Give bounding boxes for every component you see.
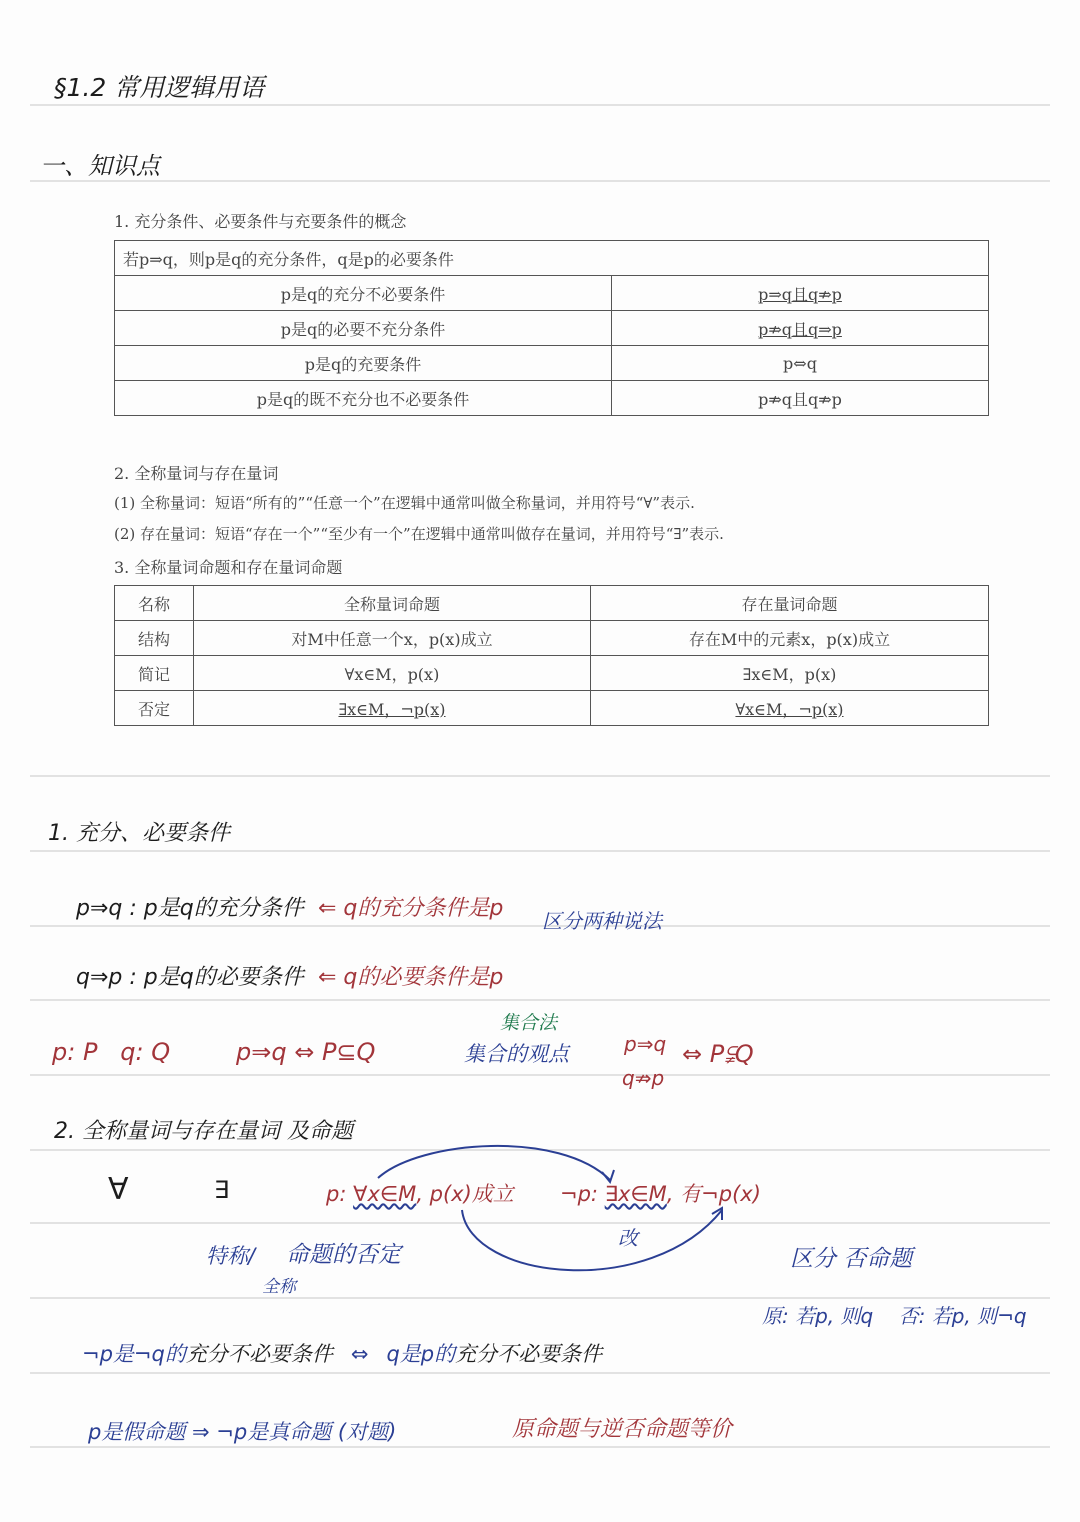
table-cell: p⇔q xyxy=(612,346,989,381)
orig-neg-note: 原: 若p, 则q 否: 若p, 则¬q xyxy=(762,1304,1027,1328)
neg-note-a: 特称/ xyxy=(206,1244,256,1268)
printed-line: (2) 存在量词：短语“存在一个”“至少有一个”在逻辑中通常叫做存在量词，并用符号“∃”表示. xyxy=(114,525,724,543)
table-cell: p⇏q且q⇏p xyxy=(612,381,989,416)
part: q是p的 xyxy=(386,1342,456,1366)
part: 充分不必要条件 xyxy=(455,1342,603,1366)
page-title: §1.2 常用逻辑用语 xyxy=(54,73,265,102)
distinguish-note: 区分 否命题 xyxy=(790,1246,913,1272)
table-cell: 存在量词命题 xyxy=(591,586,989,621)
table-cell: p是q的充分不必要条件 xyxy=(115,276,612,311)
false-true-note: p是假命题 ⇒ ¬p是真命题 (对题) xyxy=(88,1420,397,1444)
forall-symbol: ∀ xyxy=(108,1172,129,1207)
table-cell: 简记 xyxy=(115,656,194,691)
table-cell: ∃x∈M，¬p(x) xyxy=(194,691,591,726)
table-cell: 存在M中的元素x，p(x)成立 xyxy=(591,621,989,656)
exists-symbol: ∃ xyxy=(214,1176,230,1204)
table-cell: 结构 xyxy=(115,621,194,656)
table-cell: p是q的充要条件 xyxy=(115,346,612,381)
arrow-label: 改 xyxy=(618,1226,638,1250)
table-cell: 全称量词命题 xyxy=(194,586,591,621)
table-cell: p⇏q且q⇒p xyxy=(612,311,989,346)
note-necessary-red: ⇐ q的必要条件是p xyxy=(318,965,504,990)
arrow-top xyxy=(378,1146,610,1180)
printed-heading-1: 1. 充分条件、必要条件与充要条件的概念 xyxy=(114,212,407,231)
predicate: , p(x)成立 xyxy=(416,1182,514,1206)
equivalence-note xyxy=(82,1338,602,1368)
neg-note-b: 全称 xyxy=(262,1277,296,1297)
table-cell: 对M中任意一个x，p(x)成立 xyxy=(194,621,591,656)
section-heading: 一、知识点 xyxy=(40,152,160,180)
table-cell: 名称 xyxy=(115,586,194,621)
quantifier: ∀x∈M xyxy=(353,1182,417,1206)
quantifier: ∃x∈M xyxy=(604,1182,667,1206)
part: ⇔ xyxy=(350,1342,369,1366)
table-cell: ∀x∈M，p(x) xyxy=(194,656,591,691)
printed-heading-2: 2. 全称量词与存在量词 xyxy=(114,464,279,483)
label: p: xyxy=(326,1182,354,1206)
table-header: 若p⇒q，则p是q的充分条件，q是p的必要条件 xyxy=(115,241,989,276)
printed-heading-3: 3. 全称量词命题和存在量词命题 xyxy=(114,558,343,577)
table-cell: ∃x∈M，p(x) xyxy=(591,656,989,691)
note-heading-1: 1. 充分、必要条件 xyxy=(48,821,230,846)
note-green: 集合法 xyxy=(500,1012,558,1034)
note-blue-distinguish: 区分两种说法 xyxy=(542,909,662,933)
neg-note-c: 命题的否定 xyxy=(286,1242,401,1268)
printed-line: (1) 全称量词：短语“所有的”“任意一个”在逻辑中通常叫做全称量词，并用符号“∀”表示. xyxy=(114,494,695,512)
arrow-bottom xyxy=(462,1210,722,1270)
note-necessary: q⇒p : p是q的必要条件 xyxy=(76,965,304,990)
note-sufficient-red: ⇐ q的充分条件是p xyxy=(318,896,504,921)
table-cell: p是q的必要不充分条件 xyxy=(115,311,612,346)
predicate: , 有¬p(x) xyxy=(666,1182,761,1206)
part: ¬p是¬q的 xyxy=(82,1342,186,1366)
table-cell: 否定 xyxy=(115,691,194,726)
note-r2: q⇏p xyxy=(622,1066,665,1090)
note-sufficient: p⇒q : p是q的充分条件 xyxy=(76,896,304,921)
part: 充分不必要条件 xyxy=(185,1342,333,1366)
table-cell: p是q的既不充分也不必要条件 xyxy=(115,381,612,416)
table-cell: p⇒q且q⇏p xyxy=(612,276,989,311)
contrapositive-note: 原命题与逆否命题等价 xyxy=(512,1417,733,1442)
note-r1: p⇒q xyxy=(624,1032,667,1056)
note-set-view: 集合的观点 xyxy=(464,1042,569,1066)
note-proper-subset: ⇔ P⫋Q xyxy=(682,1040,754,1068)
note-heading-2: 2. 全称量词与存在量词 及命题 xyxy=(54,1119,353,1144)
note-subset: p⇒q ⇔ P⊆Q xyxy=(236,1038,376,1066)
note-sets: p: P q: Q xyxy=(52,1038,171,1066)
label: ¬p: xyxy=(560,1182,605,1206)
table-cell: ∀x∈M，¬p(x) xyxy=(591,691,989,726)
